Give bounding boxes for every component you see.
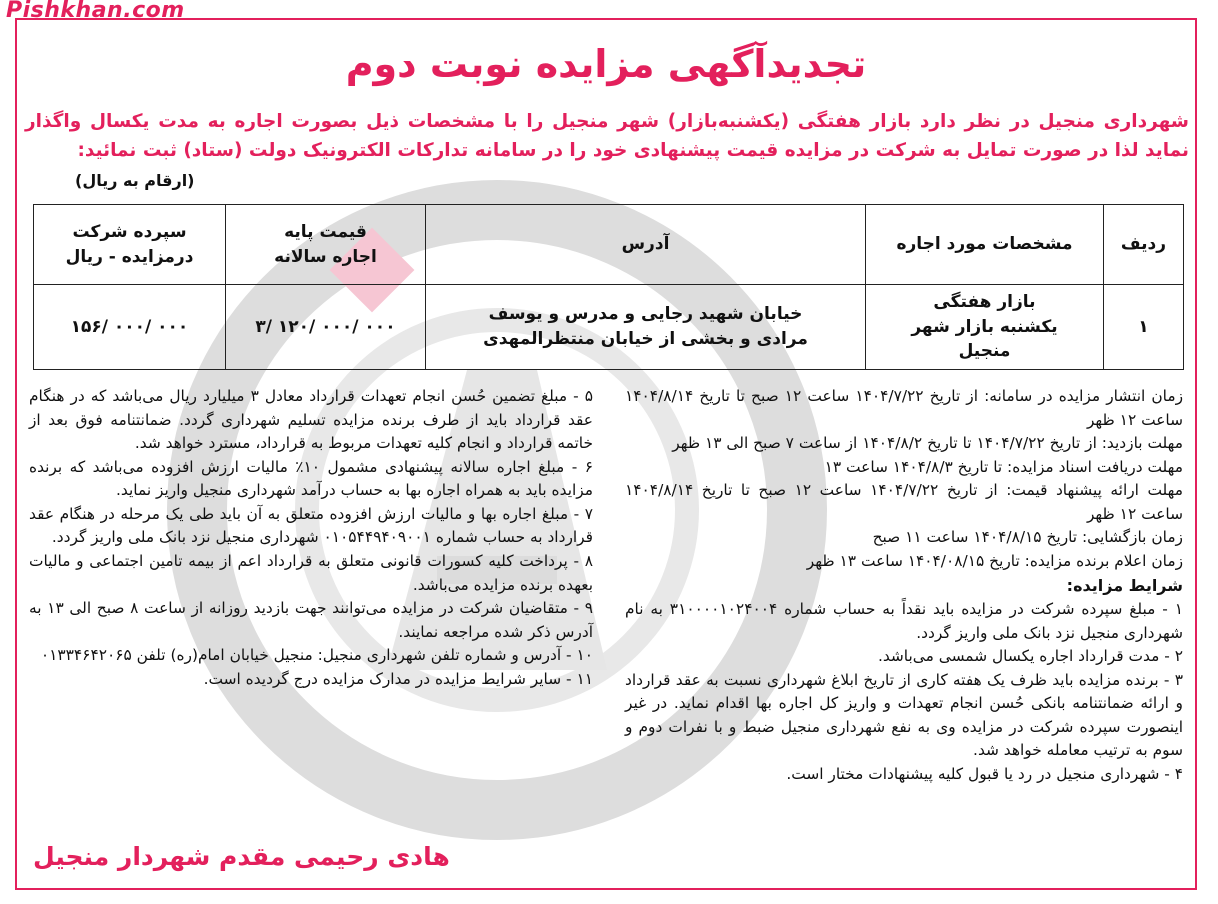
condition-item: ۳ - برنده مزایده باید ظرف یک هفته کاری از تاریخ ابلاغ شهرداری نسبت به عقد قرارداد و ارائه ضمانتنامه بانکی حُسن انجام تعهدات و واریز کل اجاره بها اقدام نماید. در غیر اینصورت سپرده شرکت در مزایده وی به نفع شهرداری منجیل ضبط و با نفرات دوم و سوم به ترتیب معامله خواهد شد. bbox=[625, 670, 1183, 760]
schedule-visit: مهلت بازدید: از تاریخ ۱۴۰۴/۷/۲۲ تا تاریخ ۱۴۰۴/۸/۲ از ساعت ۷ صبح الی ۱۳ ظهر bbox=[672, 434, 1183, 453]
cell-address: خیابان شهید رجایی و مدرس و یوسف مرادی و بخشی از خیابان منتظرالمهدی bbox=[426, 285, 866, 370]
cell-deposit: ۱۵۶/ ۰۰۰/ ۰۰۰ bbox=[34, 285, 226, 370]
table-row bbox=[34, 285, 1184, 370]
condition-item: ۷ - مبلغ اجاره بها و مالیات ارزش افزوده متعلق به آن باید طی یک مرحله در هنگام عقد قرارداد به حساب شماره ۰۱۰۵۴۴۹۴۰۹۰۰۱ شهرداری منجیل نزد بانک ملی واریز گردد. bbox=[29, 504, 593, 547]
schedule-and-conditions-column bbox=[625, 385, 1183, 786]
conditions-continued-column bbox=[29, 385, 593, 691]
notice-title: تجدیدآگهی مزایده نوبت دوم bbox=[345, 42, 867, 86]
cell-row-number: ۱ bbox=[1104, 285, 1184, 370]
cell-rental-specs: بازار هفتگی یکشنبه بازار شهر منجیل bbox=[866, 285, 1104, 370]
schedule-documents: مهلت دریافت اسناد مزایده: تا تاریخ ۱۴۰۴/۸/۳ ساعت ۱۳ bbox=[824, 457, 1183, 476]
auction-items-table bbox=[33, 204, 1184, 370]
condition-item: ۵ - مبلغ تضمین حُسن انجام تعهدات قرارداد معادل ۳ میلیارد ریال می‌باشد که در هنگام عقد قرارداد باید از طرف برنده مزایده تسلیم شهرداری گردد. ضمانتنامه فوق بعد از خاتمه قرارداد و انجام کلیه تعهدات مربوط به قرارداد، مسترد خواهد شد. bbox=[29, 387, 593, 453]
mayor-signature: هادی رحیمی مقدم شهردار منجیل bbox=[33, 842, 450, 871]
condition-item: ۱ - مبلغ سپرده شرکت در مزایده باید نقداً به حساب شماره ۳۱۰۰۰۰۱۰۲۴۰۰۴ به نام شهرداری منجیل نزد بانک ملی واریز گردد. bbox=[625, 599, 1183, 642]
header-row-number: ردیف bbox=[1104, 205, 1184, 285]
condition-item: ۸ - پرداخت کلیه کسورات قانونی متعلق به قرارداد اعم از بیمه تامین اجتماعی و مالیات بعهده برنده مزایده می‌باشد. bbox=[29, 551, 593, 594]
cell-base-price: ۳/ ۱۲۰/ ۰۰۰/ ۰۰۰ bbox=[226, 285, 426, 370]
header-base-price: قیمت پایه اجاره سالانه bbox=[226, 205, 426, 285]
table-header-row bbox=[34, 205, 1184, 285]
header-rental-specs: مشخصات مورد اجاره bbox=[866, 205, 1104, 285]
conditions-heading: شرایط مزایده: bbox=[1066, 575, 1183, 595]
schedule-winner-announcement: زمان اعلام برنده مزایده: تاریخ ۱۴۰۴/۰۸/۱۵ ساعت ۱۳ ظهر bbox=[806, 551, 1183, 570]
notice-intro: شهرداری منجیل در نظر دارد بازار هفتگی (یکشنبه‌بازار) شهر منجیل را با مشخصات ذیل بصورت اجاره به مدت یکسال واگذار نماید لذا در صورت تمایل به شرکت در مزایده قیمت پیشنهادی خود را در سامانه تدارکات الکترونیک دولت (ستاد) ثبت نمائید: bbox=[25, 111, 1189, 161]
condition-item: ۶ - مبلغ اجاره سالانه پیشنهادی مشمول ۱۰٪ مالیات ارزش افزوده می‌باشد که برنده مزایده باید به همراه اجاره بها به حساب درآمد شهرداری منجیل واریز نماید. bbox=[29, 457, 593, 500]
condition-item: ۱۱ - سایر شرایط مزایده در مدارک مزایده درج گردیده است. bbox=[203, 669, 593, 688]
condition-item: ۲ - مدت قرارداد اجاره یکسال شمسی می‌باشد. bbox=[877, 647, 1183, 666]
condition-item: ۴ - شهرداری منجیل در رد یا قبول کلیه پیشنهادات مختار است. bbox=[786, 764, 1183, 783]
header-deposit: سپرده شرکت درمزایده - ریال bbox=[34, 205, 226, 285]
header-address: آدرس bbox=[426, 205, 866, 285]
schedule-bid-submission: مهلت ارائه پیشنهاد قیمت: از تاریخ ۱۴۰۴/۷/۲۲ ساعت ۱۲ صبح تا تاریخ ۱۴۰۴/۸/۱۴ ساعت ۱۲ ظهر bbox=[625, 481, 1183, 523]
notice-frame bbox=[15, 18, 1197, 890]
schedule-publication: زمان انتشار مزایده در سامانه: از تاریخ ۱۴۰۴/۷/۲۲ ساعت ۱۲ صبح تا تاریخ ۱۴۰۴/۸/۱۴ ساعت ۱۲ ظهر bbox=[625, 387, 1184, 429]
schedule-opening: زمان بازگشایی: تاریخ ۱۴۰۴/۸/۱۵ ساعت ۱۱ صبح bbox=[872, 528, 1183, 547]
condition-item: ۱۰ - آدرس و شماره تلفن شهرداری منجیل: منجیل خیابان امام(ره) تلفن ۰۱۳۳۴۶۴۲۰۶۵ bbox=[40, 646, 593, 665]
condition-item: ۹ - متقاضیان شرکت در مزایده می‌توانند جهت بازدید روزانه از ساعت ۸ صبح الی ۱۳ به آدرس ذکر شده مراجعه نمایند. bbox=[29, 599, 593, 641]
site-watermark: Pishkhan.com bbox=[6, 0, 185, 23]
currency-units-note: (ارقام به ریال) bbox=[75, 171, 195, 190]
